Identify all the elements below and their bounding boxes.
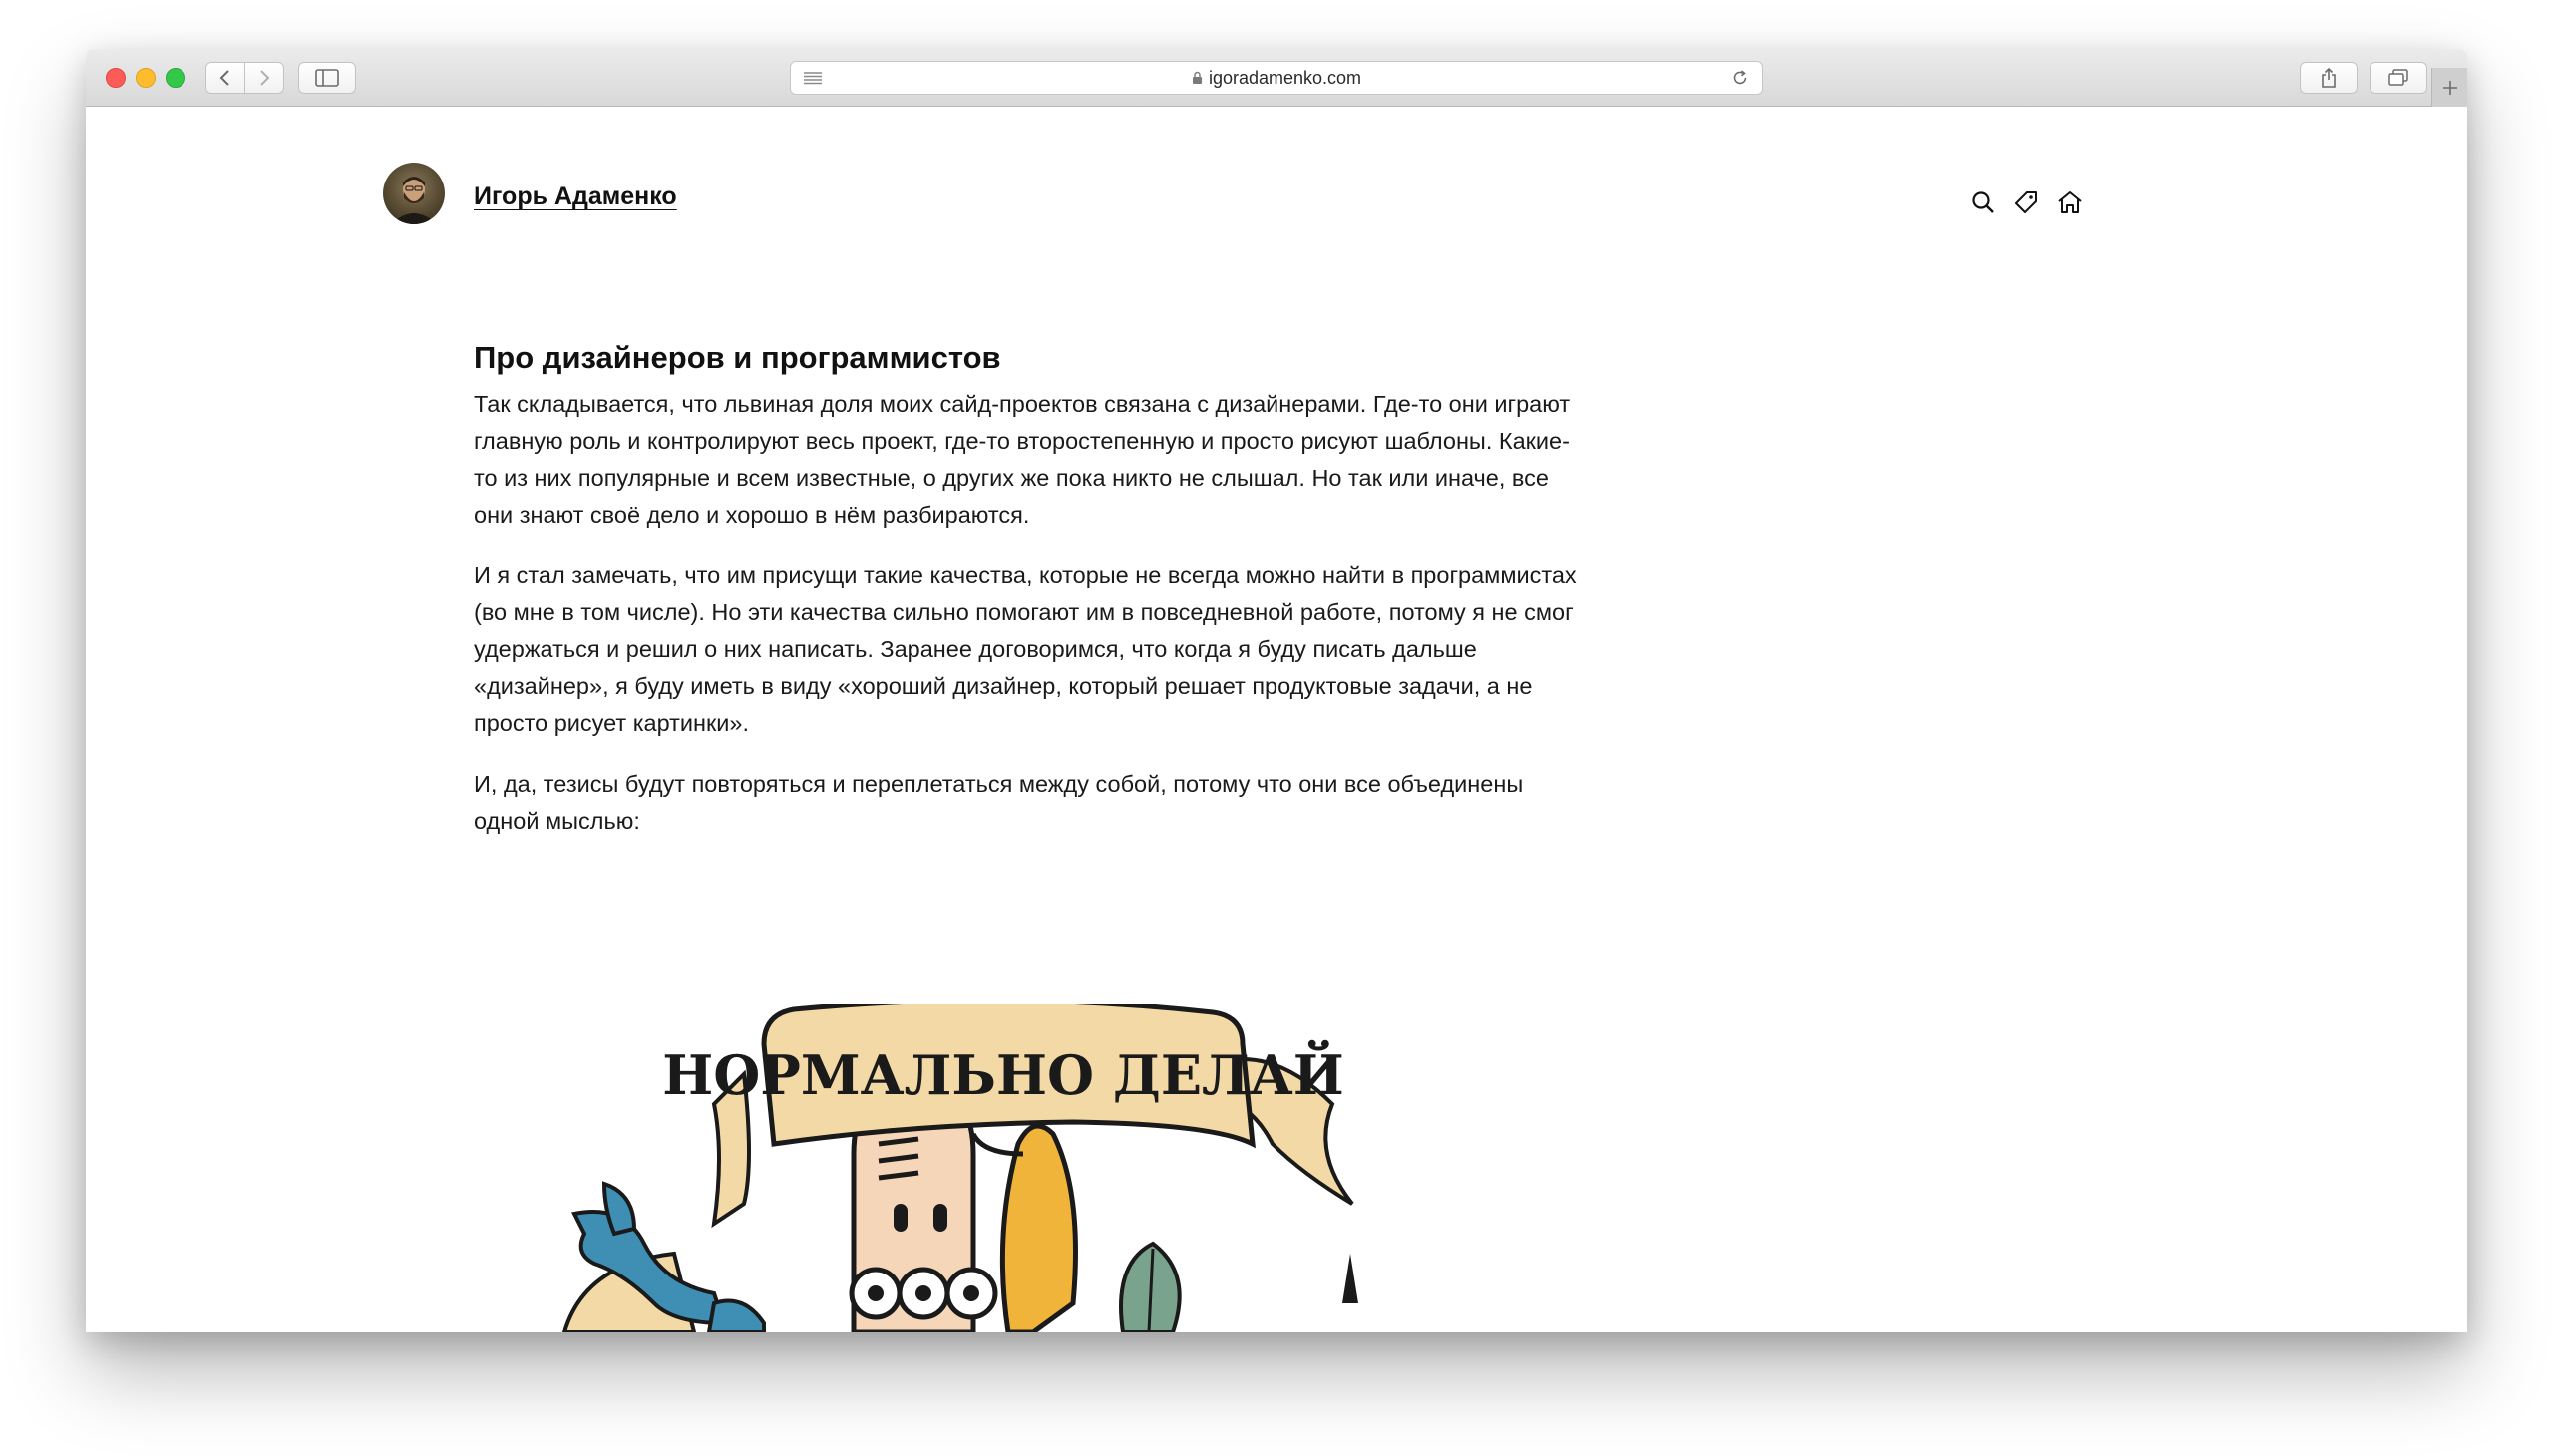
- close-window-button[interactable]: [106, 68, 126, 88]
- search-icon[interactable]: [1967, 186, 1999, 218]
- lock-icon: [1192, 71, 1203, 85]
- chevron-left-icon: [218, 69, 232, 87]
- show-tabs-button[interactable]: [2370, 62, 2427, 94]
- sidebar-icon: [315, 69, 339, 87]
- tabs-overview-icon: [2387, 69, 2409, 87]
- plus-icon: [2441, 79, 2459, 97]
- article-paragraph: И, да, тезисы будут повторяться и переплетаться между собой, потому что они все объединены одной мыслью:: [474, 771, 1524, 834]
- address-bar[interactable]: [790, 61, 1763, 95]
- reload-icon[interactable]: [1724, 62, 1756, 94]
- share-button[interactable]: [2300, 62, 2358, 94]
- article-paragraph: Так складывается, что львиная доля моих сайд-проектов связана с дизайнерами. Где-то они играют главную роль и контролируют весь проект, где-то второстепенную и просто рисуют шаблоны. Какие-то из них популярные и всем известные, о других же пока никто не слышал. Но так или иначе, все они знают своё дело и хорошо в нём разбираются.: [474, 391, 1571, 528]
- article-title: Про дизайнеров и программистов: [474, 340, 1001, 375]
- url-display: [1192, 68, 1361, 89]
- zoom-window-button[interactable]: [166, 68, 185, 88]
- back-button[interactable]: [205, 62, 245, 94]
- illustration-banner-text: НОРМАЛЬНО ДЕЛАЙ: [662, 1043, 1344, 1107]
- site-author-link[interactable]: Игорь Адаменко: [474, 182, 677, 210]
- minimize-window-button[interactable]: [136, 68, 156, 88]
- tag-icon[interactable]: [2010, 186, 2042, 218]
- header-icons: [1967, 186, 2086, 218]
- sidebar-toggle-button[interactable]: [298, 62, 356, 94]
- url-text: igoradamenko.com: [1208, 67, 1362, 88]
- home-icon[interactable]: [2054, 186, 2086, 218]
- reader-view-icon[interactable]: [791, 62, 835, 94]
- new-tab-button[interactable]: [2431, 68, 2467, 107]
- web-page: [86, 107, 2467, 1332]
- browser-toolbar: [86, 49, 2467, 107]
- article-illustration: [515, 1004, 1452, 1332]
- browser-window: [86, 49, 2467, 1332]
- share-icon: [2320, 67, 2338, 89]
- article-paragraph: И я стал замечать, что им присущи такие качества, которые не всегда можно найти в программистах (во мне в том числе). Но эти качества сильно помогают им в повседневной работе, потому я не смог удержаться и решил о них написать. Заранее договоримся, что когда я буду писать дальше «дизайнер», я буду иметь в виду «хороший дизайнер, который решает продуктовые задачи, а не просто рисует картинки».: [474, 562, 1577, 736]
- author-avatar[interactable]: [383, 163, 445, 224]
- article: [474, 338, 1591, 864]
- forward-button[interactable]: [244, 62, 284, 94]
- chevron-right-icon: [257, 69, 271, 87]
